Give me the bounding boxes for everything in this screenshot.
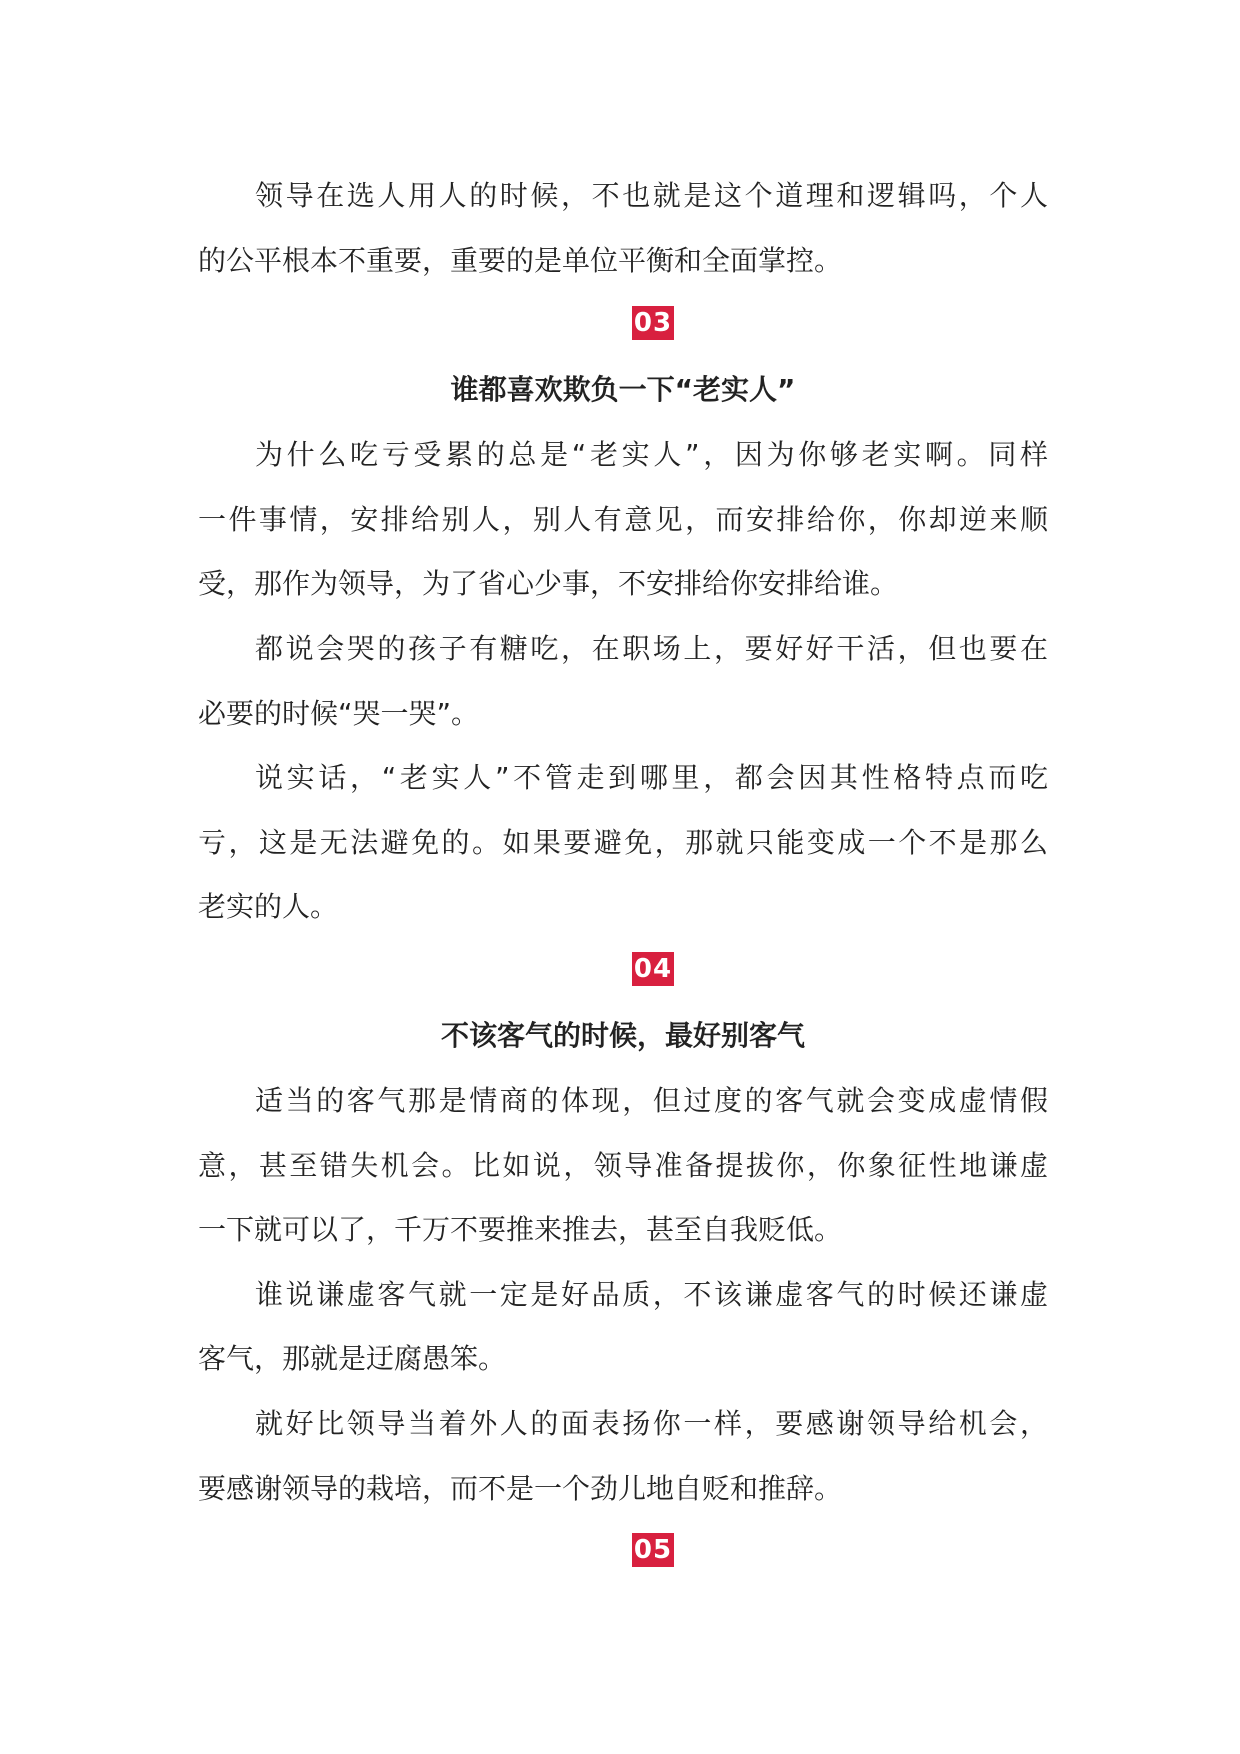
paragraph-line: 都说会哭的孩子有糖吃，在职场上，要好好干活，但也要在	[255, 632, 1048, 665]
paragraph-line: 亏，这是无法避免的。如果要避免，那就只能变成一个不是那么	[198, 826, 1048, 859]
section-number-badge: 04	[633, 954, 673, 984]
paragraph-line: 受，那作为领导，为了省心少事，不安排给你安排给谁。	[198, 567, 899, 600]
paragraph-line: 领导在选人用人的时候，不也就是这个道理和逻辑吗，个人	[255, 179, 1048, 212]
paragraph-line: 谁说谦虚客气就一定是好品质，不该谦虚客气的时候还谦虚	[255, 1278, 1048, 1311]
paragraph-line: 一下就可以了，千万不要推来推去，甚至自我贬低。	[198, 1213, 843, 1246]
section-heading: 谁都喜欢欺负一下“老实人”	[450, 373, 796, 406]
paragraph-line: 客气，那就是迂腐愚笨。	[198, 1342, 507, 1375]
paragraph-line: 老实的人。	[198, 890, 339, 923]
paragraph-line: 一件事情，安排给别人，别人有意见，而安排给你，你却逆来顺	[198, 503, 1048, 536]
paragraph-line: 为什么吃亏受累的总是“老实人”，因为你够老实啊。同样	[255, 438, 1048, 471]
section-number-badge: 05	[633, 1535, 673, 1565]
section-heading: 不该客气的时候，最好别客气	[440, 1019, 805, 1052]
paragraph-line: 必要的时候“哭一哭”。	[198, 697, 480, 730]
paragraph-line: 要感谢领导的栽培，而不是一个劲儿地自贬和推辞。	[198, 1472, 843, 1505]
paragraph-line: 说实话，“老实人”不管走到哪里，都会因其性格特点而吃	[255, 761, 1048, 794]
paragraph-line: 适当的客气那是情商的体现，但过度的客气就会变成虚情假	[255, 1084, 1048, 1117]
paragraph-line: 就好比领导当着外人的面表扬你一样，要感谢领导给机会，	[255, 1407, 1048, 1440]
section-number-badge: 03	[633, 308, 673, 338]
paragraph-line: 的公平根本不重要，重要的是单位平衡和全面掌控。	[198, 244, 843, 277]
paragraph-line: 意，甚至错失机会。比如说，领导准备提拔你，你象征性地谦虚	[198, 1149, 1048, 1182]
